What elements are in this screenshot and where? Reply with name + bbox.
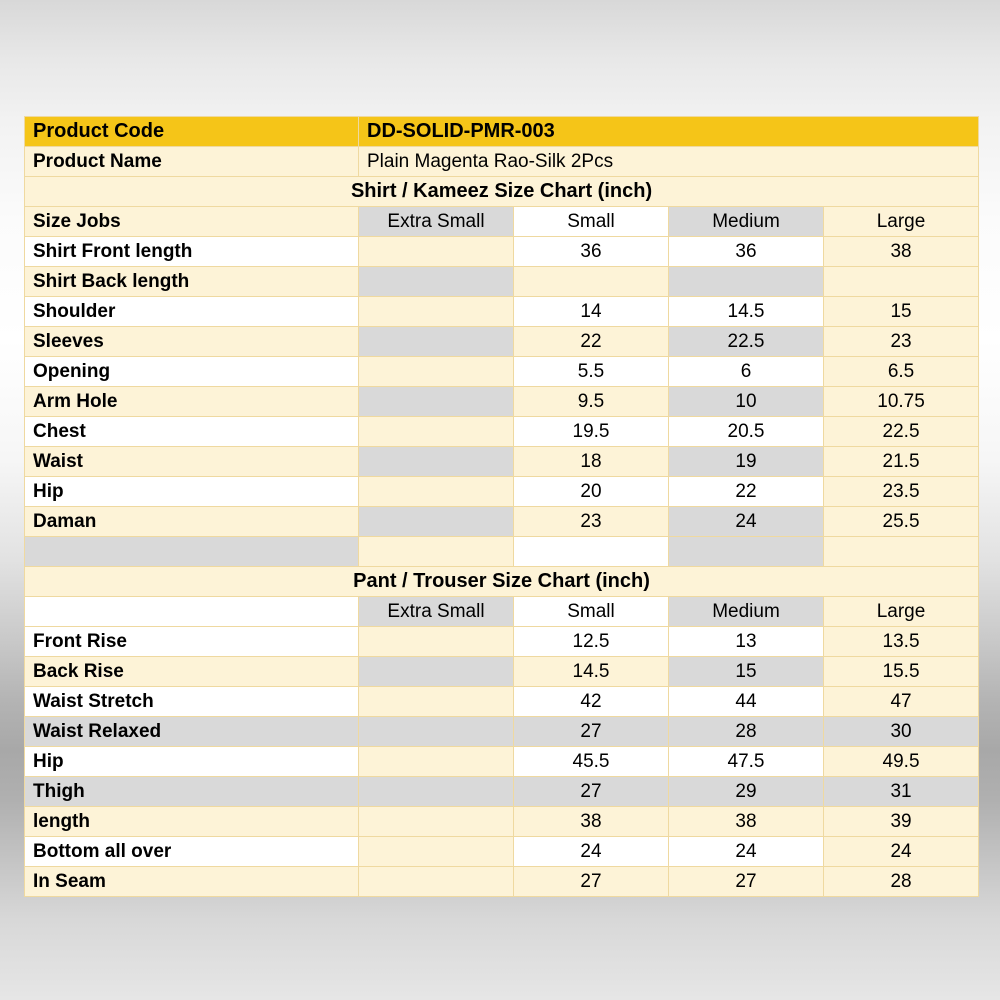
shirt-col-size-jobs: Size Jobs bbox=[25, 207, 359, 237]
cell-l: 22.5 bbox=[824, 417, 979, 447]
cell-s: 22 bbox=[514, 327, 669, 357]
cell-m: 36 bbox=[669, 237, 824, 267]
pant-col-medium: Medium bbox=[669, 597, 824, 627]
cell-xs bbox=[359, 807, 514, 837]
spacer-cell bbox=[514, 537, 669, 567]
table-row bbox=[25, 837, 979, 867]
cell-xs bbox=[359, 867, 514, 897]
cell-xs bbox=[359, 687, 514, 717]
cell-s: 20 bbox=[514, 477, 669, 507]
table-row-product-code bbox=[25, 117, 979, 147]
size-chart-table bbox=[24, 116, 979, 897]
pant-col-large: Large bbox=[824, 597, 979, 627]
row-label: Arm Hole bbox=[25, 387, 359, 417]
pant-header-row bbox=[25, 597, 979, 627]
row-label: Waist Relaxed bbox=[25, 717, 359, 747]
row-label: Hip bbox=[25, 747, 359, 777]
cell-m: 28 bbox=[669, 717, 824, 747]
cell-m: 20.5 bbox=[669, 417, 824, 447]
cell-l: 21.5 bbox=[824, 447, 979, 477]
table-row bbox=[25, 477, 979, 507]
cell-l: 23.5 bbox=[824, 477, 979, 507]
cell-m: 27 bbox=[669, 867, 824, 897]
cell-s: 27 bbox=[514, 867, 669, 897]
cell-m: 15 bbox=[669, 657, 824, 687]
table-row bbox=[25, 627, 979, 657]
cell-m: 47.5 bbox=[669, 747, 824, 777]
cell-xs bbox=[359, 747, 514, 777]
row-label: Waist bbox=[25, 447, 359, 477]
cell-s: 24 bbox=[514, 837, 669, 867]
pant-section-title-row bbox=[25, 567, 979, 597]
cell-s: 38 bbox=[514, 807, 669, 837]
cell-m: 24 bbox=[669, 837, 824, 867]
row-label: Shirt Back length bbox=[25, 267, 359, 297]
cell-xs bbox=[359, 327, 514, 357]
table-row bbox=[25, 867, 979, 897]
row-label: In Seam bbox=[25, 867, 359, 897]
pant-section-title: Pant / Trouser Size Chart (inch) bbox=[25, 567, 979, 597]
cell-s: 12.5 bbox=[514, 627, 669, 657]
cell-l: 49.5 bbox=[824, 747, 979, 777]
size-chart-sheet bbox=[24, 116, 978, 897]
cell-m: 29 bbox=[669, 777, 824, 807]
cell-xs bbox=[359, 297, 514, 327]
row-label: Shirt Front length bbox=[25, 237, 359, 267]
table-row bbox=[25, 717, 979, 747]
cell-xs bbox=[359, 447, 514, 477]
spacer-cell bbox=[25, 537, 359, 567]
table-row bbox=[25, 357, 979, 387]
cell-s: 9.5 bbox=[514, 387, 669, 417]
row-label: Thigh bbox=[25, 777, 359, 807]
shirt-section-title: Shirt / Kameez Size Chart (inch) bbox=[25, 177, 979, 207]
cell-s: 14.5 bbox=[514, 657, 669, 687]
cell-l: 38 bbox=[824, 237, 979, 267]
cell-m: 24 bbox=[669, 507, 824, 537]
table-row bbox=[25, 237, 979, 267]
spacer-cell bbox=[669, 537, 824, 567]
shirt-col-large: Large bbox=[824, 207, 979, 237]
spacer-cell bbox=[824, 537, 979, 567]
table-row bbox=[25, 687, 979, 717]
cell-m: 14.5 bbox=[669, 297, 824, 327]
spacer-cell bbox=[359, 537, 514, 567]
table-row bbox=[25, 267, 979, 297]
cell-m: 44 bbox=[669, 687, 824, 717]
product-code-value: DD-SOLID-PMR-003 bbox=[359, 117, 979, 147]
cell-m: 38 bbox=[669, 807, 824, 837]
row-label: Front Rise bbox=[25, 627, 359, 657]
cell-l: 13.5 bbox=[824, 627, 979, 657]
row-label: Daman bbox=[25, 507, 359, 537]
row-label: Shoulder bbox=[25, 297, 359, 327]
cell-xs bbox=[359, 237, 514, 267]
cell-xs bbox=[359, 657, 514, 687]
cell-l: 10.75 bbox=[824, 387, 979, 417]
pant-col-extra-small: Extra Small bbox=[359, 597, 514, 627]
cell-m: 22.5 bbox=[669, 327, 824, 357]
cell-xs bbox=[359, 417, 514, 447]
cell-l: 24 bbox=[824, 837, 979, 867]
cell-s: 36 bbox=[514, 237, 669, 267]
cell-l: 15.5 bbox=[824, 657, 979, 687]
row-label: Hip bbox=[25, 477, 359, 507]
cell-l: 30 bbox=[824, 717, 979, 747]
cell-m: 22 bbox=[669, 477, 824, 507]
table-row bbox=[25, 417, 979, 447]
table-spacer-row bbox=[25, 537, 979, 567]
cell-s: 5.5 bbox=[514, 357, 669, 387]
table-row bbox=[25, 297, 979, 327]
table-row bbox=[25, 387, 979, 417]
cell-m: 13 bbox=[669, 627, 824, 657]
cell-s: 27 bbox=[514, 717, 669, 747]
shirt-col-medium: Medium bbox=[669, 207, 824, 237]
cell-xs bbox=[359, 357, 514, 387]
pant-col-small: Small bbox=[514, 597, 669, 627]
cell-m bbox=[669, 267, 824, 297]
cell-xs bbox=[359, 507, 514, 537]
cell-l bbox=[824, 267, 979, 297]
cell-xs bbox=[359, 837, 514, 867]
pant-col-blank bbox=[25, 597, 359, 627]
shirt-col-extra-small: Extra Small bbox=[359, 207, 514, 237]
cell-m: 6 bbox=[669, 357, 824, 387]
product-code-label: Product Code bbox=[25, 117, 359, 147]
cell-l: 39 bbox=[824, 807, 979, 837]
row-label: Chest bbox=[25, 417, 359, 447]
cell-l: 31 bbox=[824, 777, 979, 807]
cell-xs bbox=[359, 777, 514, 807]
table-row bbox=[25, 327, 979, 357]
shirt-col-small: Small bbox=[514, 207, 669, 237]
product-name-label: Product Name bbox=[25, 147, 359, 177]
table-row bbox=[25, 777, 979, 807]
cell-s: 42 bbox=[514, 687, 669, 717]
cell-s: 18 bbox=[514, 447, 669, 477]
table-row bbox=[25, 447, 979, 477]
cell-l: 47 bbox=[824, 687, 979, 717]
cell-s: 23 bbox=[514, 507, 669, 537]
table-row bbox=[25, 657, 979, 687]
table-row-product-name bbox=[25, 147, 979, 177]
cell-xs bbox=[359, 717, 514, 747]
cell-l: 15 bbox=[824, 297, 979, 327]
table-row bbox=[25, 747, 979, 777]
shirt-section-title-row bbox=[25, 177, 979, 207]
table-row bbox=[25, 807, 979, 837]
cell-xs bbox=[359, 387, 514, 417]
cell-s: 19.5 bbox=[514, 417, 669, 447]
cell-xs bbox=[359, 627, 514, 657]
cell-xs bbox=[359, 267, 514, 297]
cell-xs bbox=[359, 477, 514, 507]
row-label: Sleeves bbox=[25, 327, 359, 357]
row-label: Waist Stretch bbox=[25, 687, 359, 717]
cell-s: 27 bbox=[514, 777, 669, 807]
cell-l: 25.5 bbox=[824, 507, 979, 537]
cell-s bbox=[514, 267, 669, 297]
cell-l: 23 bbox=[824, 327, 979, 357]
cell-m: 19 bbox=[669, 447, 824, 477]
table-row bbox=[25, 507, 979, 537]
cell-s: 14 bbox=[514, 297, 669, 327]
row-label: Back Rise bbox=[25, 657, 359, 687]
product-name-value: Plain Magenta Rao-Silk 2Pcs bbox=[359, 147, 979, 177]
row-label: length bbox=[25, 807, 359, 837]
shirt-header-row bbox=[25, 207, 979, 237]
cell-m: 10 bbox=[669, 387, 824, 417]
cell-s: 45.5 bbox=[514, 747, 669, 777]
row-label: Bottom all over bbox=[25, 837, 359, 867]
cell-l: 6.5 bbox=[824, 357, 979, 387]
row-label: Opening bbox=[25, 357, 359, 387]
cell-l: 28 bbox=[824, 867, 979, 897]
